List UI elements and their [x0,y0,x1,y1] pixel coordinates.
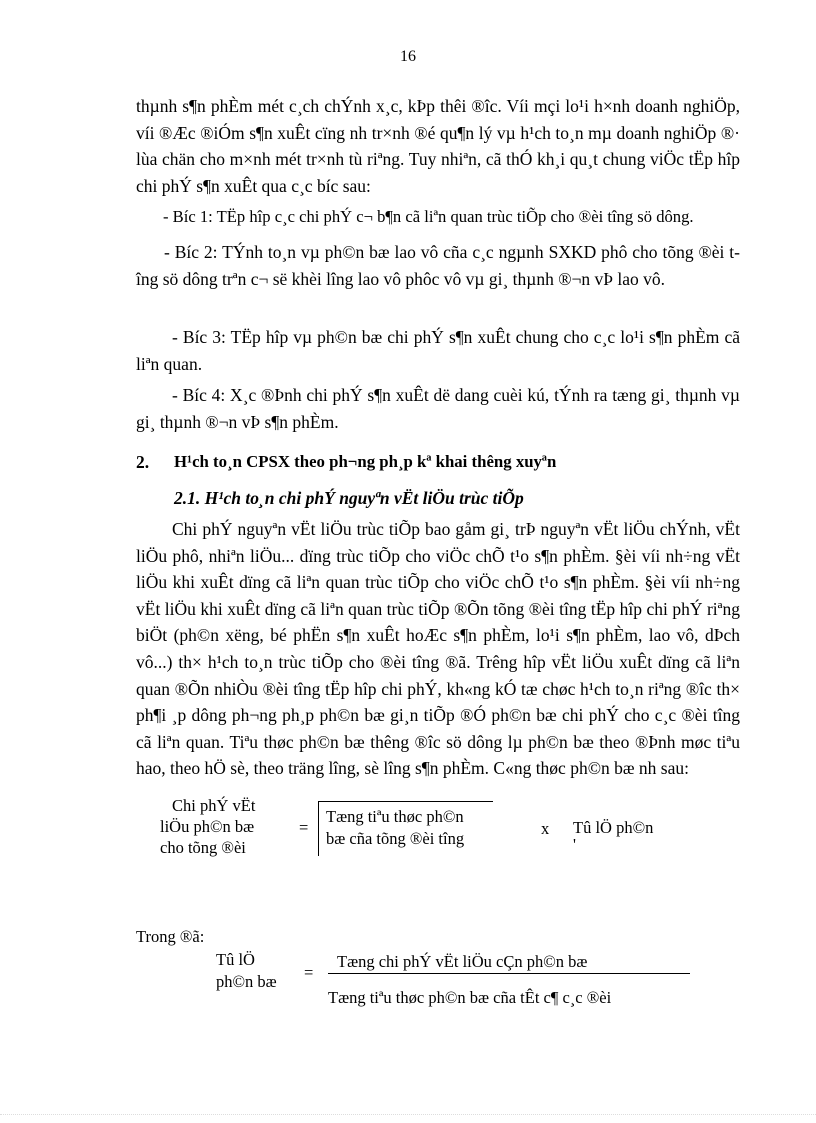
formula2-denominator: Tæng tiªu thøc ph©n bæ cña tÊt c¶ c¸c ®èi [328,988,612,1007]
formula2-left-2: ph©n bæ [216,972,277,991]
formula1-left-3: cho tõng ®èi [160,838,246,857]
formula2-left-1: Tû lÖ [216,950,255,969]
formula2-equals: = [304,963,314,982]
formula1-times: x [541,819,550,838]
step-1: - Bíc 1: TËp hîp c¸c chi phÝ c¬ b¶n cã liªn quan trùc tiÕp cho ®èi tîng sö dông. [163,207,694,226]
formula1-left-2: liÖu ph©n bæ [160,817,255,836]
step-3: - Bíc 3: TËp hîp vµ ph©n bæ chi phÝ s¶n xuÊt chung cho c¸c lo¹i s¶n phÈm cã liªn quan. [136,327,740,374]
intro-paragraph: thµnh s¶n phÈm mét c¸ch chÝnh x¸c, kÞp thêi ®îc. Víi mçi lo¹i h×nh doanh nghiÖp, víi ®Æc ®iÓm s¶n xuÊt cïng nh tr×nh ®é qu¶n lý vµ h¹ch to¸n mµ doanh nghiÖp ®· lùa chän cho m×nh mét tr×nh tù riªng. Tuy nhiªn, cã thÓ kh¸i qu¸t chung viÖc tËp hîp chi phÝ s¶n xuÊt qua c¸c bíc sau: [136,96,740,196]
step-2: - Bíc 2: TÝnh to¸n vµ ph©n bæ lao vô cña c¸c ngµnh SXKD phô cho tõng ®èi tîng sö dông trªn c¬ së khèi lîng lao vô phôc vô vµ gi¸ thµnh ®¬n vÞ lao vô. [136,242,740,289]
formula1-right-tail: ' [573,835,576,854]
heading-2-1: 2.1. H¹ch to¸n chi phÝ nguyªn vËt liÖu trùc tiÕp [174,488,524,508]
fraction-bar [328,973,690,974]
formula1-mid-2: bæ cña tõng ®èi tîng [326,829,465,848]
body-paragraph: Chi phÝ nguyªn vËt liÖu trùc tiÕp bao gåm gi¸ trÞ nguyªn vËt liÖu chÝnh, vËt liÖu phô, nhiªn liÖu... dïng trùc tiÕp cho viÖc chÕ t¹o s¶n phÈm. §èi víi nh÷ng vËt liÖu khi xuÊt dïng cã liªn quan trùc tiÕp cho viÖc chÕ t¹o s¶n phÈm. §èi víi nh÷ng vËt liÖu khi xuÊt dïng cã liªn quan trùc tiÕp ®Õn tõng ®èi tîng tËp hîp chi phÝ riªng biÖt (ph©n xëng, bé phËn s¶n xuÊt hoÆc s¶n phÈm, lo¹i s¶n phÈm, lao vô, dÞch vô...) th× h¹ch to¸n trùc tiÕp cho ®èi tîng ®ã. Trêng hîp vËt liÖu xuÊt dïng cã liªn quan ®Õn nhiÒu ®èi tîng tËp hîp chi phÝ, kh«ng kÓ tæ chøc h¹ch to¸n riªng ®îc th× ph¶i ¸p dông ph¬ng ph¸p ph©n bæ gi¸n tiÕp ®Ó ph©n bæ chi phÝ cho c¸c ®èi tîng cã liªn quan. Tiªu thøc ph©n bæ thêng ®îc sö dông lµ ph©n bæ theo ®Þnh møc tiªu hao, theo hÖ sè, theo träng lîng, sè lîng s¶n phÈm. C«ng thøc ph©n bæ nh sau: [136,519,740,779]
formula1-left-1: Chi phÝ vËt [172,796,256,815]
formula1-equals: = [299,818,309,837]
heading-2-number: 2. [136,452,150,472]
page-number: 16 [400,48,416,65]
formula1-mid-1: Tæng tiªu thøc ph©n [326,807,464,826]
heading-2: H¹ch to¸n CPSX theo ph¬ng ph¸p kª khai thêng xuyªn [174,452,557,471]
formula1-right: Tû lÖ ph©n [573,818,654,837]
formula2-numerator: Tæng chi phÝ vËt liÖu cÇn ph©n bæ [337,952,588,971]
step-4: - Bíc 4: X¸c ®Þnh chi phÝ s¶n xuÊt dë dang cuèi kú, tÝnh ra tæng gi¸ thµnh vµ gi¸ thµnh ®¬n vÞ s¶n phÈm. [136,385,740,432]
trong-do-label: Trong ®ã: [136,927,205,946]
